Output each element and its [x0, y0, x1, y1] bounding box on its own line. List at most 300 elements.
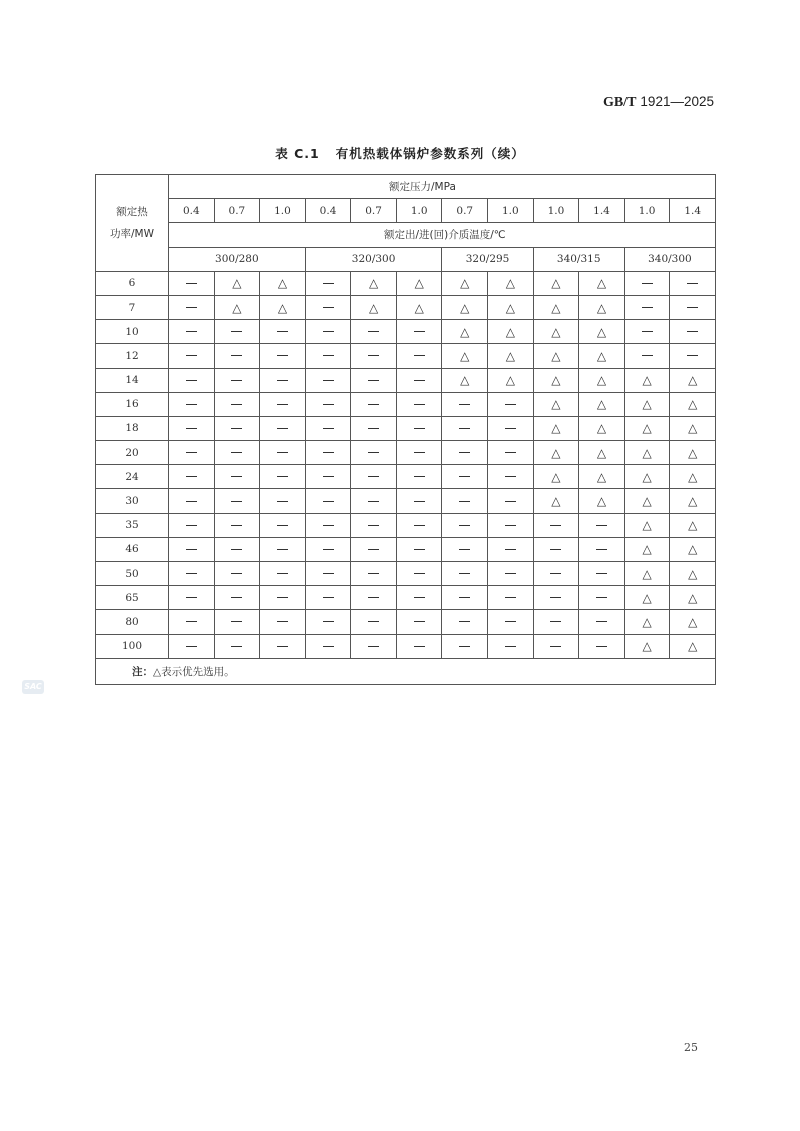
not-applicable-cell: [533, 586, 579, 610]
not-applicable-cell: [670, 320, 716, 344]
not-applicable-cell: [260, 537, 306, 561]
preferred-cell: [488, 295, 534, 319]
dash-icon: [231, 331, 242, 332]
dash-icon: [505, 476, 516, 477]
not-applicable-cell: [442, 489, 488, 513]
dash-icon: [277, 597, 288, 598]
triangle-icon: △: [688, 566, 698, 581]
dash-icon: [505, 428, 516, 429]
preferred-cell: [579, 416, 625, 440]
dash-icon: [231, 355, 242, 356]
not-applicable-cell: [169, 634, 215, 658]
dash-icon: [186, 404, 197, 405]
triangle-icon: △: [505, 324, 515, 339]
not-applicable-cell: [579, 513, 625, 537]
dash-icon: [368, 380, 379, 381]
triangle-icon: △: [642, 373, 652, 388]
not-applicable-cell: [260, 562, 306, 586]
dash-icon: [459, 525, 470, 526]
not-applicable-cell: [670, 344, 716, 368]
dash-icon: [231, 597, 242, 598]
dash-icon: [231, 646, 242, 647]
not-applicable-cell: [442, 586, 488, 610]
triangle-icon: △: [688, 590, 698, 605]
pressure-value: 1.4: [670, 199, 716, 223]
dash-icon: [642, 307, 653, 308]
not-applicable-cell: [214, 513, 260, 537]
triangle-icon: △: [551, 373, 561, 388]
triangle-icon: △: [551, 276, 561, 291]
not-applicable-cell: [533, 610, 579, 634]
not-applicable-cell: [214, 465, 260, 489]
dash-icon: [368, 573, 379, 574]
not-applicable-cell: [396, 634, 442, 658]
power-value: 14: [96, 368, 169, 392]
preferred-cell: [533, 344, 579, 368]
dash-icon: [414, 428, 425, 429]
not-applicable-cell: [260, 320, 306, 344]
power-value: 16: [96, 392, 169, 416]
not-applicable-cell: [488, 562, 534, 586]
table-caption-label: 表 C.1: [275, 146, 320, 161]
table-row: [96, 610, 716, 634]
triangle-icon: △: [688, 518, 698, 533]
not-applicable-cell: [396, 416, 442, 440]
pressure-label: 额定压力/MPa: [169, 175, 716, 199]
dash-icon: [368, 501, 379, 502]
triangle-icon: △: [551, 348, 561, 363]
dash-icon: [186, 573, 197, 574]
not-applicable-cell: [442, 392, 488, 416]
not-applicable-cell: [260, 392, 306, 416]
table-row: [96, 441, 716, 465]
not-applicable-cell: [624, 344, 670, 368]
table-row: [96, 513, 716, 537]
preferred-cell: [624, 562, 670, 586]
preferred-cell: [579, 320, 625, 344]
triangle-icon: △: [642, 445, 652, 460]
pressure-value: 0.7: [351, 199, 397, 223]
preferred-cell: [670, 610, 716, 634]
preferred-cell: [442, 320, 488, 344]
triangle-icon: △: [596, 397, 607, 412]
dash-icon: [186, 646, 197, 647]
not-applicable-cell: [169, 320, 215, 344]
pressure-value: 1.0: [624, 199, 670, 223]
not-applicable-cell: [305, 416, 351, 440]
dash-icon: [368, 621, 379, 622]
preferred-cell: [351, 271, 397, 295]
not-applicable-cell: [488, 392, 534, 416]
preferred-cell: [442, 368, 488, 392]
dash-icon: [186, 621, 197, 622]
not-applicable-cell: [169, 562, 215, 586]
preferred-cell: [396, 271, 442, 295]
not-applicable-cell: [260, 513, 306, 537]
not-applicable-cell: [442, 562, 488, 586]
preferred-cell: [579, 271, 625, 295]
triangle-icon: △: [596, 469, 607, 484]
not-applicable-cell: [396, 368, 442, 392]
triangle-icon: △: [368, 300, 379, 315]
not-applicable-cell: [169, 537, 215, 561]
triangle-icon: △: [596, 421, 607, 436]
dash-icon: [368, 331, 379, 332]
not-applicable-cell: [351, 320, 397, 344]
dash-icon: [414, 331, 425, 332]
standard-prefix: GB/T: [602, 95, 637, 110]
header-row-temperatures: [96, 247, 716, 271]
temperature-value: 320/300: [305, 247, 442, 271]
dash-icon: [323, 573, 334, 574]
dash-icon: [642, 283, 653, 284]
not-applicable-cell: [305, 634, 351, 658]
dash-icon: [323, 597, 334, 598]
dash-icon: [323, 428, 334, 429]
dash-icon: [231, 621, 242, 622]
not-applicable-cell: [396, 489, 442, 513]
not-applicable-cell: [169, 368, 215, 392]
dash-icon: [505, 525, 516, 526]
not-applicable-cell: [305, 368, 351, 392]
dash-icon: [459, 573, 470, 574]
not-applicable-cell: [396, 392, 442, 416]
dash-icon: [277, 549, 288, 550]
not-applicable-cell: [488, 441, 534, 465]
not-applicable-cell: [214, 537, 260, 561]
dash-icon: [505, 501, 516, 502]
dash-icon: [277, 380, 288, 381]
not-applicable-cell: [396, 441, 442, 465]
not-applicable-cell: [305, 344, 351, 368]
triangle-icon: △: [460, 348, 470, 363]
preferred-cell: [533, 392, 579, 416]
not-applicable-cell: [169, 465, 215, 489]
triangle-icon: △: [642, 421, 652, 436]
dash-icon: [231, 428, 242, 429]
not-applicable-cell: [351, 416, 397, 440]
pressure-value: 1.0: [488, 199, 534, 223]
triangle-icon: △: [505, 348, 515, 363]
dash-icon: [368, 452, 379, 453]
not-applicable-cell: [351, 489, 397, 513]
triangle-icon: △: [232, 300, 242, 315]
dash-icon: [459, 621, 470, 622]
power-value: 12: [96, 344, 169, 368]
not-applicable-cell: [305, 586, 351, 610]
dash-icon: [642, 355, 653, 356]
dash-icon: [414, 525, 425, 526]
not-applicable-cell: [488, 610, 534, 634]
dash-icon: [505, 597, 516, 598]
not-applicable-cell: [214, 634, 260, 658]
pressure-value: 1.0: [396, 199, 442, 223]
not-applicable-cell: [214, 416, 260, 440]
triangle-icon: △: [277, 300, 288, 315]
dash-icon: [277, 501, 288, 502]
not-applicable-cell: [533, 562, 579, 586]
dash-icon: [186, 355, 197, 356]
dash-icon: [550, 597, 561, 598]
dash-icon: [323, 404, 334, 405]
dash-icon: [231, 452, 242, 453]
power-value: 50: [96, 562, 169, 586]
preferred-cell: [670, 634, 716, 658]
triangle-icon: △: [642, 590, 652, 605]
not-applicable-cell: [305, 489, 351, 513]
dash-icon: [414, 452, 425, 453]
preferred-cell: [260, 295, 306, 319]
not-applicable-cell: [488, 513, 534, 537]
not-applicable-cell: [214, 320, 260, 344]
not-applicable-cell: [488, 416, 534, 440]
not-applicable-cell: [351, 344, 397, 368]
dash-icon: [505, 404, 516, 405]
not-applicable-cell: [442, 537, 488, 561]
not-applicable-cell: [260, 634, 306, 658]
dash-icon: [596, 646, 607, 647]
table-row: [96, 465, 716, 489]
not-applicable-cell: [214, 586, 260, 610]
dash-icon: [368, 597, 379, 598]
dash-icon: [596, 573, 607, 574]
preferred-cell: [670, 368, 716, 392]
not-applicable-cell: [624, 295, 670, 319]
dash-icon: [323, 476, 334, 477]
power-value: 100: [96, 634, 169, 658]
dash-icon: [323, 380, 334, 381]
triangle-icon: △: [368, 276, 379, 291]
preferred-cell: [579, 489, 625, 513]
power-value: 24: [96, 465, 169, 489]
not-applicable-cell: [351, 392, 397, 416]
dash-icon: [414, 380, 425, 381]
row-header-line-1: 额定热: [116, 205, 148, 218]
dash-icon: [277, 476, 288, 477]
not-applicable-cell: [488, 465, 534, 489]
dash-icon: [277, 646, 288, 647]
triangle-icon: △: [642, 614, 652, 629]
not-applicable-cell: [169, 392, 215, 416]
dash-icon: [368, 428, 379, 429]
dash-icon: [596, 525, 607, 526]
preferred-cell: [624, 489, 670, 513]
not-applicable-cell: [579, 610, 625, 634]
note-text: △表示优先选用。: [153, 665, 235, 678]
dash-icon: [596, 549, 607, 550]
not-applicable-cell: [305, 271, 351, 295]
row-header-line-2: 功率/MW: [110, 227, 154, 240]
triangle-icon: △: [232, 276, 242, 291]
dash-icon: [186, 452, 197, 453]
triangle-icon: △: [596, 348, 607, 363]
triangle-icon: △: [551, 397, 561, 412]
preferred-cell: [624, 416, 670, 440]
triangle-icon: △: [688, 373, 698, 388]
not-applicable-cell: [351, 586, 397, 610]
sac-watermark-logo: SAC: [22, 680, 44, 694]
dash-icon: [323, 501, 334, 502]
not-applicable-cell: [169, 610, 215, 634]
preferred-cell: [624, 634, 670, 658]
triangle-icon: △: [505, 276, 515, 291]
triangle-icon: △: [596, 445, 607, 460]
preferred-cell: [260, 271, 306, 295]
preferred-cell: [533, 489, 579, 513]
triangle-icon: △: [642, 542, 652, 557]
not-applicable-cell: [305, 295, 351, 319]
preferred-cell: [624, 537, 670, 561]
triangle-icon: △: [460, 300, 470, 315]
page-number: 25: [684, 1041, 698, 1054]
not-applicable-cell: [260, 344, 306, 368]
triangle-icon: △: [642, 494, 652, 509]
power-value: 6: [96, 271, 169, 295]
dash-icon: [277, 621, 288, 622]
dash-icon: [596, 621, 607, 622]
dash-icon: [231, 476, 242, 477]
table-row: [96, 344, 716, 368]
triangle-icon: △: [551, 300, 561, 315]
triangle-icon: △: [688, 469, 698, 484]
preferred-cell: [533, 295, 579, 319]
preferred-cell: [488, 344, 534, 368]
dash-icon: [323, 621, 334, 622]
temperature-value: 340/300: [624, 247, 715, 271]
preferred-cell: [624, 513, 670, 537]
not-applicable-cell: [305, 392, 351, 416]
not-applicable-cell: [260, 416, 306, 440]
preferred-cell: [488, 271, 534, 295]
temperature-label: 额定出/进(回)介质温度/℃: [169, 223, 716, 247]
dash-icon: [323, 525, 334, 526]
not-applicable-cell: [579, 562, 625, 586]
not-applicable-cell: [214, 392, 260, 416]
dash-icon: [414, 597, 425, 598]
table-row: [96, 489, 716, 513]
dash-icon: [231, 549, 242, 550]
dash-icon: [414, 501, 425, 502]
not-applicable-cell: [396, 537, 442, 561]
preferred-cell: [670, 513, 716, 537]
preferred-cell: [624, 392, 670, 416]
triangle-icon: △: [551, 494, 561, 509]
dash-icon: [368, 476, 379, 477]
preferred-cell: [579, 465, 625, 489]
triangle-icon: △: [596, 276, 607, 291]
dash-icon: [231, 501, 242, 502]
preferred-cell: [533, 416, 579, 440]
power-value: 10: [96, 320, 169, 344]
triangle-icon: △: [642, 566, 652, 581]
header-row-pressure-label: [96, 175, 716, 199]
not-applicable-cell: [670, 271, 716, 295]
dash-icon: [186, 501, 197, 502]
triangle-icon: △: [688, 421, 698, 436]
not-applicable-cell: [214, 489, 260, 513]
power-value: 30: [96, 489, 169, 513]
not-applicable-cell: [396, 610, 442, 634]
triangle-icon: △: [688, 639, 698, 654]
table-row: [96, 537, 716, 561]
dash-icon: [414, 476, 425, 477]
dash-icon: [323, 646, 334, 647]
preferred-cell: [579, 344, 625, 368]
power-value: 65: [96, 586, 169, 610]
not-applicable-cell: [169, 513, 215, 537]
pressure-value: 0.7: [214, 199, 260, 223]
dash-icon: [550, 646, 561, 647]
dash-icon: [505, 549, 516, 550]
dash-icon: [186, 307, 197, 308]
preferred-cell: [214, 271, 260, 295]
boiler-parameter-table: [95, 174, 716, 685]
preferred-cell: [624, 465, 670, 489]
temperature-value: 340/315: [533, 247, 624, 271]
not-applicable-cell: [533, 537, 579, 561]
not-applicable-cell: [169, 489, 215, 513]
pressure-value: 1.4: [579, 199, 625, 223]
dash-icon: [186, 428, 197, 429]
not-applicable-cell: [169, 344, 215, 368]
table-row: [96, 634, 716, 658]
temperature-value: 320/295: [442, 247, 533, 271]
preferred-cell: [579, 441, 625, 465]
dash-icon: [687, 307, 698, 308]
dash-icon: [186, 476, 197, 477]
dash-icon: [368, 525, 379, 526]
preferred-cell: [670, 586, 716, 610]
not-applicable-cell: [488, 634, 534, 658]
dash-icon: [186, 380, 197, 381]
not-applicable-cell: [579, 537, 625, 561]
triangle-icon: △: [688, 494, 698, 509]
preferred-cell: [533, 441, 579, 465]
row-header-power: [96, 175, 169, 272]
dash-icon: [277, 404, 288, 405]
not-applicable-cell: [442, 441, 488, 465]
dash-icon: [414, 549, 425, 550]
preferred-cell: [670, 537, 716, 561]
triangle-icon: △: [688, 542, 698, 557]
dash-icon: [414, 404, 425, 405]
dash-icon: [687, 355, 698, 356]
note-row: [96, 658, 716, 684]
preferred-cell: [670, 392, 716, 416]
not-applicable-cell: [260, 489, 306, 513]
power-value: 20: [96, 441, 169, 465]
dash-icon: [459, 646, 470, 647]
dash-icon: [186, 525, 197, 526]
dash-icon: [277, 331, 288, 332]
not-applicable-cell: [488, 537, 534, 561]
table-row: [96, 320, 716, 344]
dash-icon: [414, 573, 425, 574]
not-applicable-cell: [351, 441, 397, 465]
triangle-icon: △: [460, 373, 470, 388]
dash-icon: [550, 525, 561, 526]
triangle-icon: △: [642, 518, 652, 533]
triangle-icon: △: [688, 614, 698, 629]
dash-icon: [596, 597, 607, 598]
standard-number: 1921—2025: [640, 94, 714, 109]
not-applicable-cell: [533, 634, 579, 658]
not-applicable-cell: [396, 513, 442, 537]
note-label: 注：: [132, 665, 153, 678]
dash-icon: [231, 404, 242, 405]
not-applicable-cell: [351, 368, 397, 392]
preferred-cell: [488, 368, 534, 392]
